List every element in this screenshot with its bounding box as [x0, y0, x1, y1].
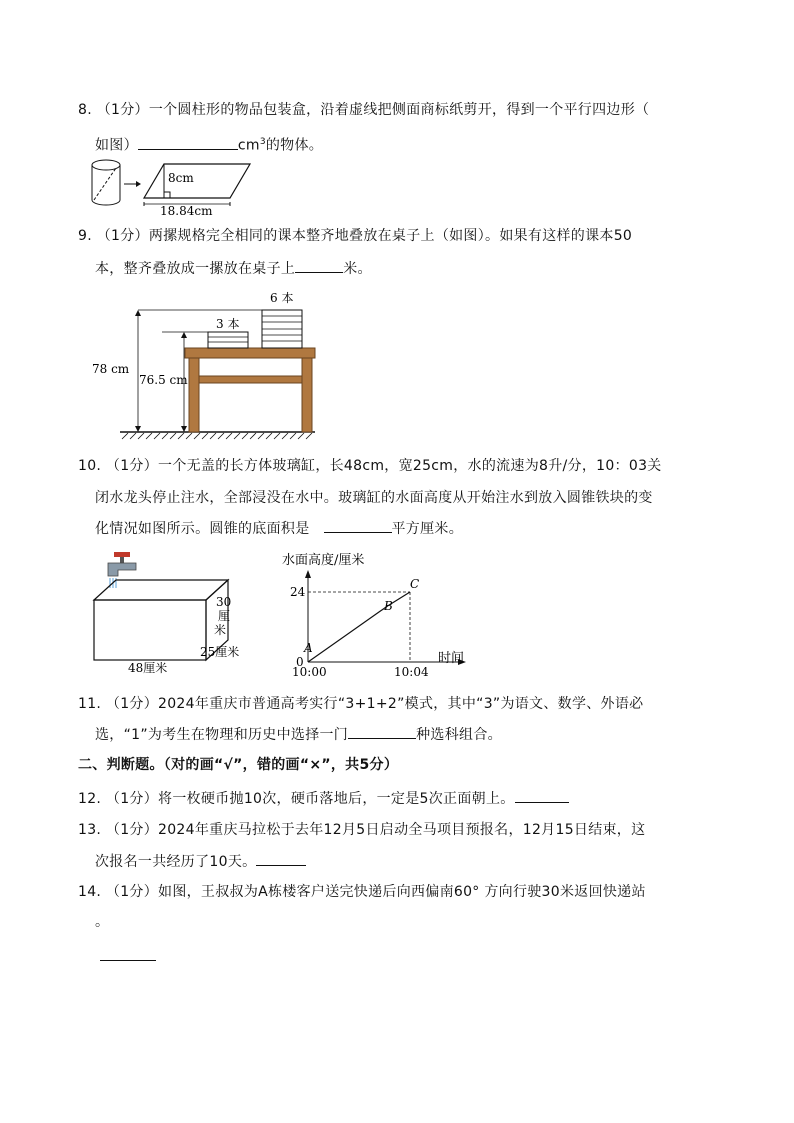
- q9-line1: 9. （1分）两摞规格完全相同的课本整齐地叠放在桌子上（如图）。如果有这样的课本50: [78, 228, 633, 244]
- q13-text: 次报名一共经历了10天。: [95, 854, 257, 870]
- q10-line3: [95, 518, 463, 539]
- q13-answer-blank[interactable]: [256, 851, 306, 866]
- q11-text-b: 种选科组合。: [416, 727, 502, 743]
- q14-line2: 。: [95, 914, 110, 930]
- q10-box-height-num: 30: [216, 595, 232, 609]
- q9-text-b: 米。: [343, 261, 372, 277]
- q10-line2: 闭水龙头停止注水，全部浸没在水中。玻璃缸的水面高度从开始注水到放入圆锥铁块的变: [95, 490, 653, 506]
- faucet-icon: [108, 552, 136, 588]
- parallelogram-shape: [144, 164, 250, 206]
- q14-line1: 14. （1分）如图，王叔叔为A栋楼客户送完快递后向西偏南60° 方向行驶30米返回快递站: [78, 884, 646, 900]
- chart-point-c: C: [410, 577, 420, 591]
- q11-text-a: 选，“1”为考生在物理和历史中选择一门: [95, 727, 349, 743]
- q8-figure: [88, 156, 258, 218]
- q8-height-label: 8cm: [168, 171, 194, 185]
- q10-line1: 10. （1分）一个无盖的长方体玻璃缸，长48cm，宽25cm，水的流速为8升/分，10：03关: [78, 458, 662, 474]
- chart-ytick-0: 0: [296, 655, 304, 669]
- q9-text-a: 本，整齐叠放成一摞放在桌子上: [95, 261, 296, 277]
- q13-line2: [95, 851, 306, 872]
- q9-answer-blank[interactable]: [295, 258, 343, 273]
- chart-x-axis-label: 时间: [438, 651, 465, 666]
- q10-tank-figure: [88, 548, 263, 678]
- q8-text-c: 的物体。: [265, 137, 324, 154]
- q10-line-chart: [280, 548, 480, 678]
- q10-text-b: 平方厘米。: [391, 521, 463, 537]
- q9-label-3: 3 本: [216, 317, 240, 331]
- q9-label-765: 76.5 cm: [139, 373, 188, 387]
- q10-box-height-unit1: 厘: [218, 609, 231, 623]
- table-shape: [185, 348, 315, 432]
- book-stack-6: [262, 310, 302, 348]
- q14-answer-blank[interactable]: [100, 946, 156, 961]
- q12-line1: [78, 788, 569, 809]
- q10-box-height-unit2: 米: [214, 623, 227, 637]
- q12-answer-blank[interactable]: [515, 788, 569, 803]
- q10-box-length: 48厘米: [128, 661, 168, 675]
- chart-point-a: A: [304, 641, 313, 655]
- chart-xtick-1000: 10:00: [292, 665, 327, 678]
- q8-line1: 8. （1分）一个圆柱形的物品包装盒，沿着虚线把侧面商标纸剪开，得到一个平行四边形（: [78, 102, 650, 118]
- cylinder-shape: [92, 160, 120, 205]
- q9-label-78: 78 cm: [92, 362, 130, 376]
- section-2-heading: 二、判断题。（对的画“√”，错的画“×”，共5分）: [78, 757, 399, 773]
- chart-point-b: B: [384, 599, 393, 613]
- ground-hatch: [120, 432, 315, 439]
- q8-line2: [95, 132, 323, 156]
- arrow-icon: [124, 181, 141, 187]
- q13-line1: 13. （1分）2024年重庆马拉松于去年12月5日启动全马项目预报名，12月15日结束，这: [78, 822, 646, 838]
- q9-label-6: 6 本: [270, 291, 294, 305]
- q8-unit-sup: 3: [259, 137, 266, 147]
- q8-unit: cm: [237, 137, 260, 154]
- q8-base-label: 18.84cm: [160, 204, 213, 218]
- q12-text: 12. （1分）将一枚硬币抛10次，硬币落地后，一定是5次正面朝上。: [78, 791, 515, 807]
- q11-line2: [95, 724, 502, 745]
- chart-xtick-1004: 10:04: [394, 665, 429, 678]
- q9-line2: [95, 258, 372, 279]
- q11-line1: 11. （1分）2024年重庆市普通高考实行“3+1+2”模式，其中“3”为语文、数学、外语必: [78, 696, 644, 712]
- q8-answer-blank[interactable]: [138, 135, 238, 150]
- q10-answer-blank[interactable]: [324, 518, 392, 533]
- q10-box-width: 25厘米: [200, 645, 240, 659]
- q10-text-a: 化情况如图所示。圆锥的底面积是: [95, 521, 310, 537]
- book-stack-3: [208, 332, 248, 348]
- chart-series-line: [308, 592, 410, 662]
- q8-text-a: 如图）: [95, 137, 138, 154]
- q11-answer-blank[interactable]: [348, 724, 416, 739]
- chart-ytick-24: 24: [290, 585, 306, 599]
- q9-figure: [90, 286, 320, 440]
- chart-y-axis-label: 水面高度/厘米: [282, 553, 365, 568]
